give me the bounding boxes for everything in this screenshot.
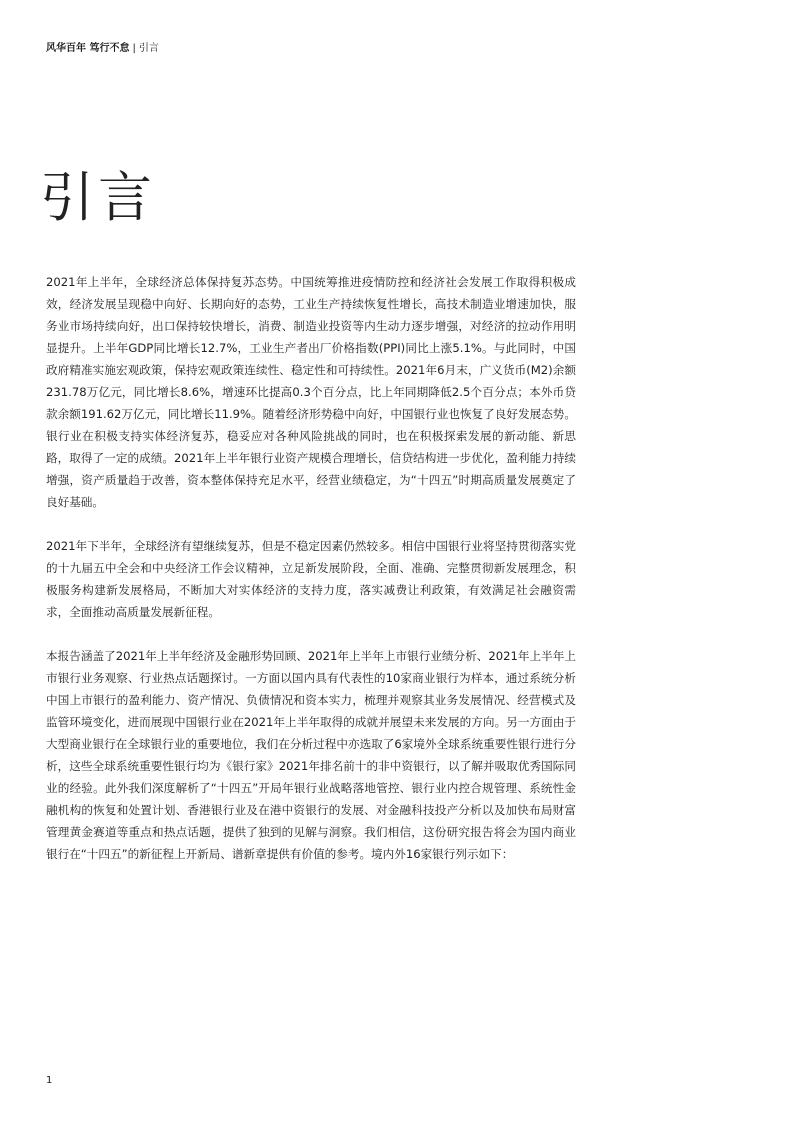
body-text — [46, 271, 576, 887]
paragraph-1: 2021年上半年，全球经济总体保持复苏态势。中国统筹推进疫情防控和经济社会发展工作取得积极成效，经济发展呈现稳中向好、长期向好的态势，工业生产持续恢复性增长，高技术制造业增速加快，服务业市场持续向好，出口保持较快增长，消费、制造业投资等内生动力逐步增强，对经济的拉动作用明显提升。上半年GDP同比增长12.7%，工业生产者出厂价格指数(PPI)同比上涨5.1%。与此同时，中国政府精准实施宏观政策，保持宏观政策连续性、稳定性和可持续性。2021年6月末，广义货币(M2)余额231.78万亿元，同比增长8.6%，增速环比提高0.3个百分点，比上年同期降低2.5个百分点；本外币贷款余额191.62万亿元，同比增长11.9%。随着经济形势稳中向好，中国银行业也恢复了良好发展态势。银行业在积极支持实体经济复苏，稳妥应对各种风险挑战的同时，也在积极探索发展的新动能、新思路，取得了一定的成绩。2021年上半年银行业资产规模合理增长，信贷结构进一步优化，盈利能力持续增强，资产质量趋于改善，资本整体保持充足水平，经营业绩稳定，为“十四五”时期高质量发展奠定了良好基础。 — [46, 275, 576, 509]
page-number: 1 — [46, 1075, 53, 1086]
paragraph-2: 2021年下半年，全球经济有望继续复苏，但是不稳定因素仍然较多。相信中国银行业将坚持贯彻落实党的十九届五中全会和中央经济工作会议精神，立足新发展阶段，全面、准确、完整贯彻新发展理念，积极服务构建新发展格局，不断加大对实体经济的支持力度，落实减费让利政策，有效满足社会融资需求，全面推动高质量发展新征程。 — [46, 539, 576, 619]
header-chapter: 引言 — [138, 43, 159, 54]
page-title: 引言 — [40, 166, 156, 229]
header-separator: | — [132, 43, 136, 54]
header-section-title: 风华百年 笃行不怠 — [46, 43, 130, 54]
running-header — [46, 42, 159, 56]
paragraph-3: 本报告涵盖了2021年上半年经济及金融形势回顾、2021年上半年上市银行业绩分析、2021年上半年上市银行业务观察、行业热点话题探讨。一方面以国内具有代表性的10家商业银行为样本，通过系统分析中国上市银行的盈利能力、资产情况、负债情况和资本实力，梳理并观察其业务发展情况、经营模式及监管环境变化，进而展现中国银行业在2021年上半年取得的成就并展望未来发展的方向。另一方面由于大型商业银行在全球银行业的重要地位，我们在分析过程中亦选取了6家境外全球系统重要性银行进行分析，这些全球系统重要性银行均为《银行家》2021年排名前十的非中资银行，以了解并吸取优秀国际同业的经验。此外我们深度解析了“十四五”开局年银行业战略落地管控、银行业内控合规管理、系统性金融机构的恢复和处置计划、香港银行业及在港中资银行的发展、对金融科技投产分析以及加快布局财富管理黄金赛道等重点和热点话题，提供了独到的见解与洞察。我们相信，这份研究报告将会为国内商业银行在“十四五”的新征程上开新局、谱新章提供有价值的参考。境内外16家银行列示如下： — [46, 649, 576, 861]
